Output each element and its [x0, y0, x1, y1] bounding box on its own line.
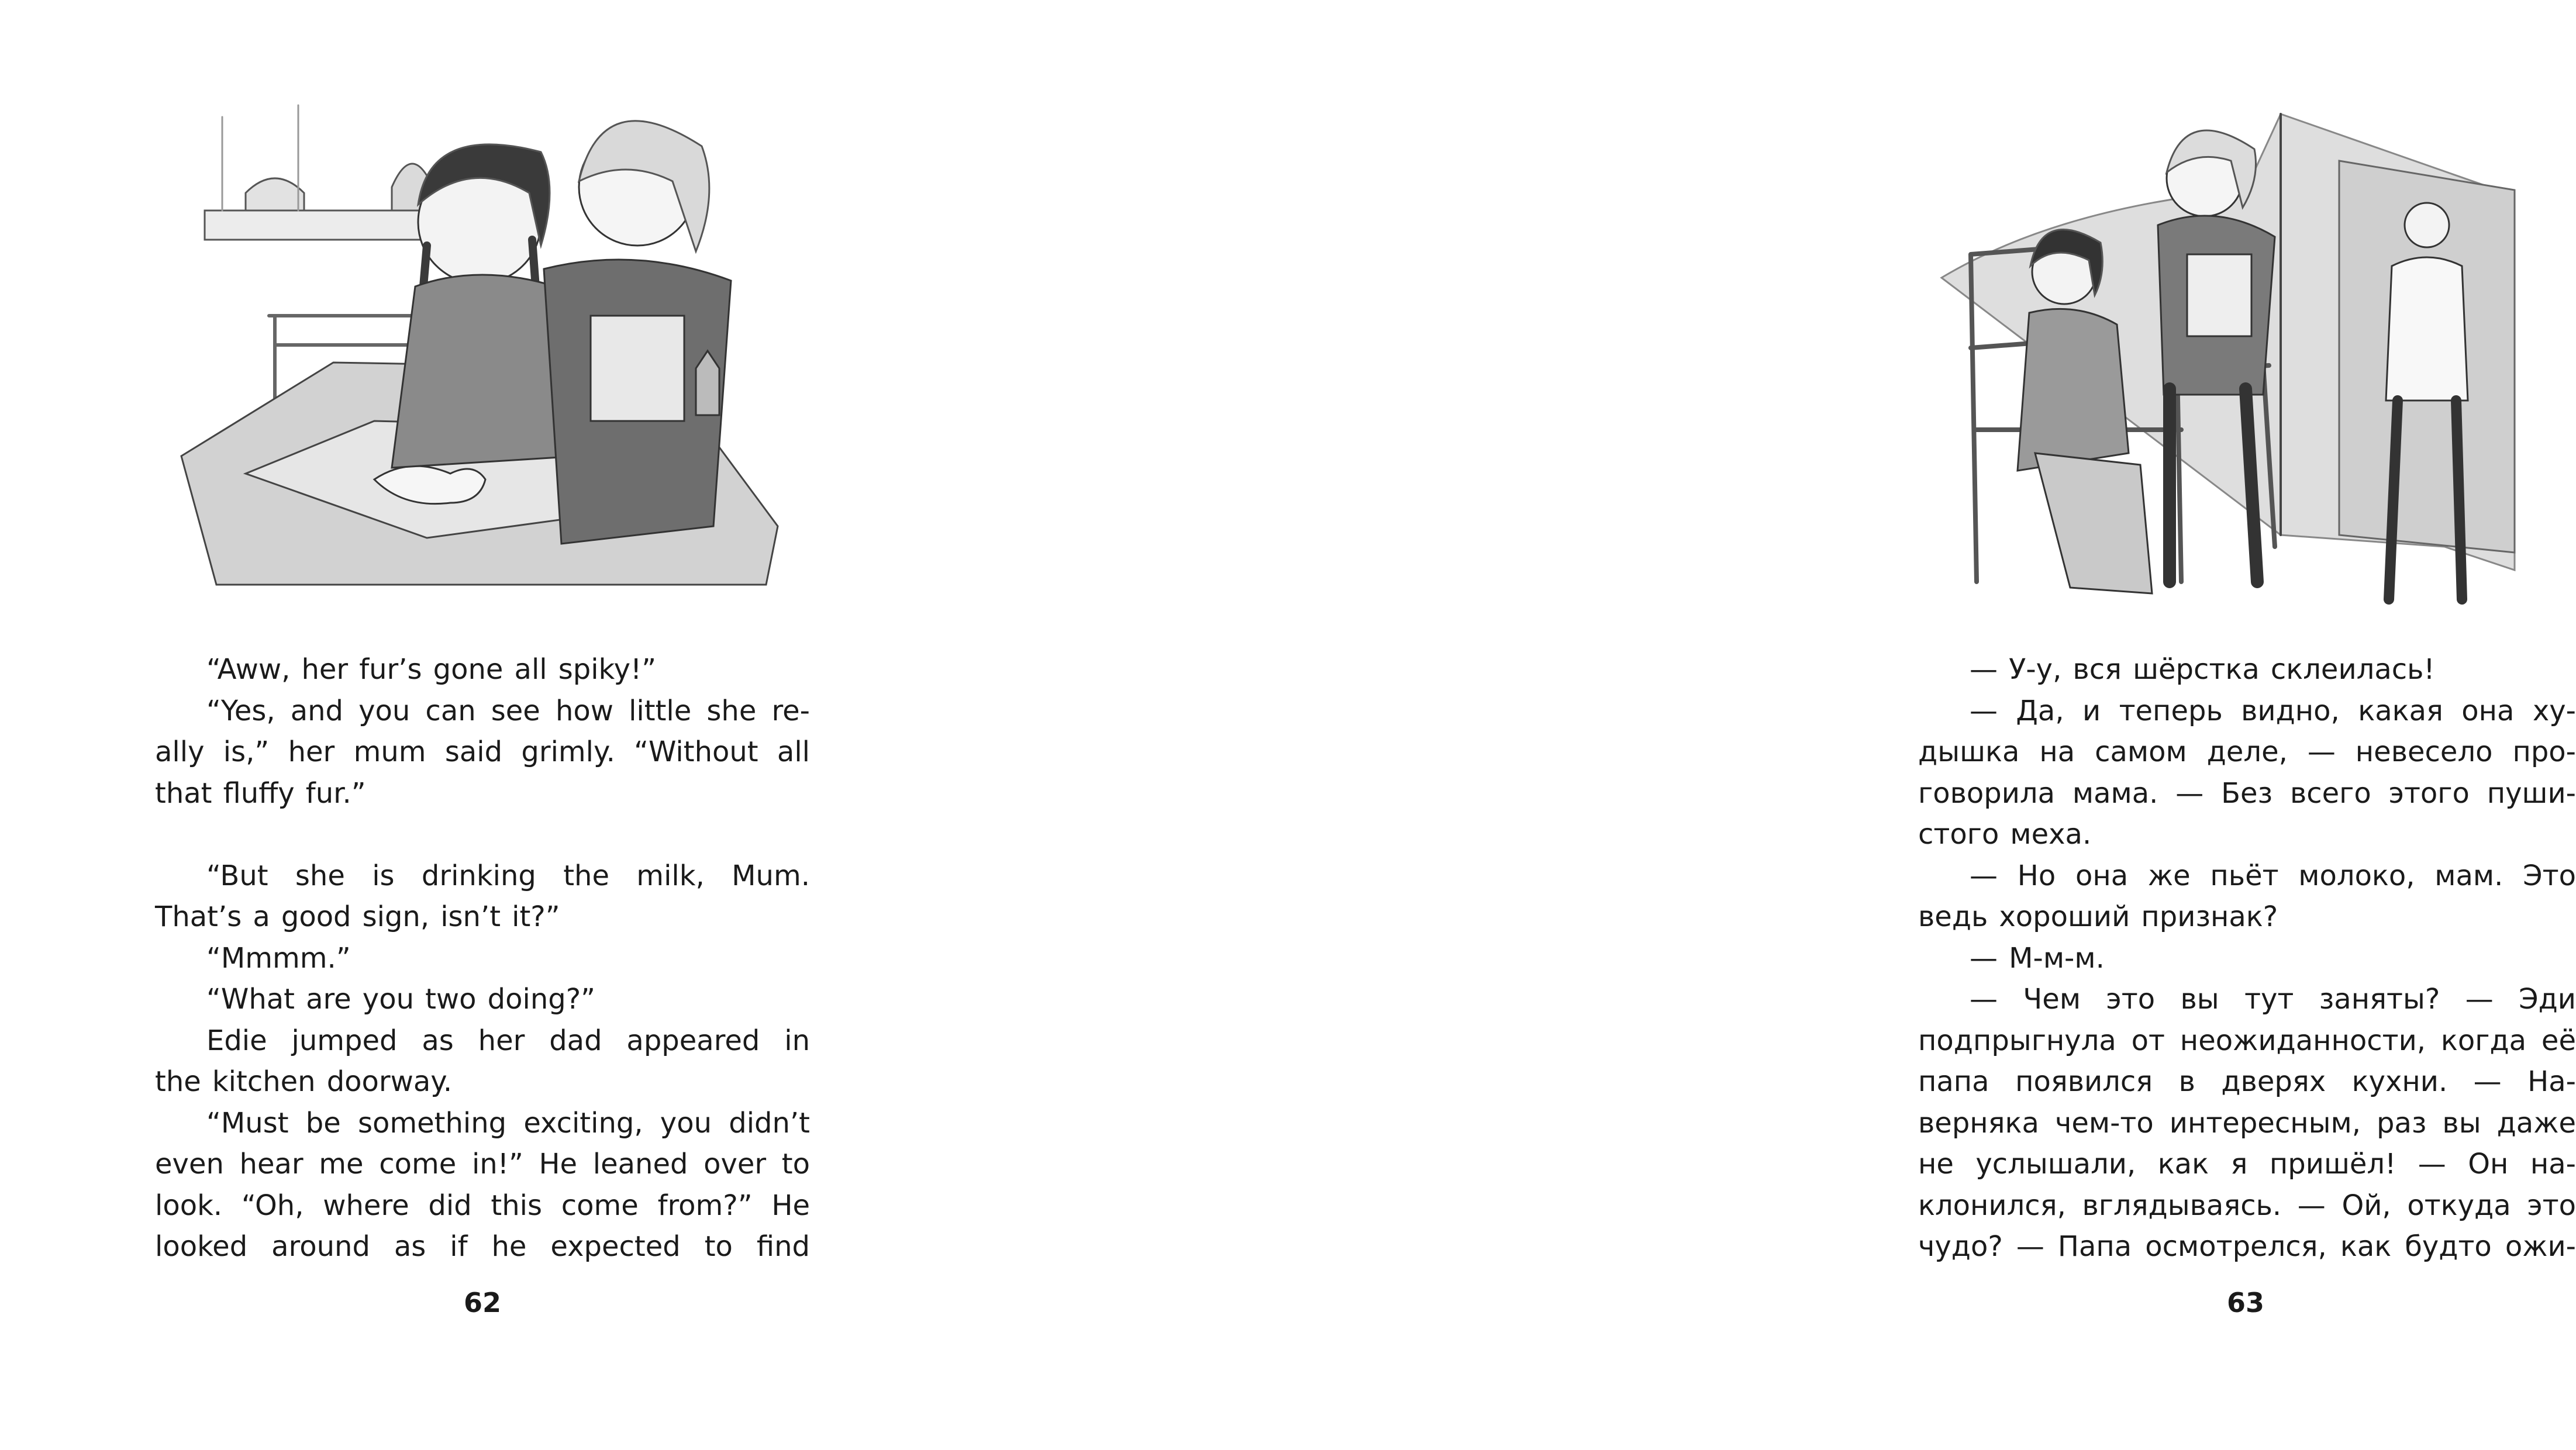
text-line: клонился, вглядываясь. — Ой, откуда это — [1918, 1189, 2576, 1222]
text-line: не услышали, как я пришёл! — Он на- — [1918, 1148, 2576, 1180]
text-line: — Но она же пьёт молоко, мам. Это — [1970, 859, 2576, 892]
right-page — [898, 0, 2576, 1450]
text-line: — Да, и теперь видно, какая она ху- — [1970, 694, 2576, 727]
left-page — [0, 0, 898, 1450]
text-line: ally is,” her mum said grimly. “Without all — [155, 736, 810, 768]
page-number: 63 — [2226, 1287, 2264, 1318]
pencil-sketch-girl-mother-kitten-icon — [181, 94, 789, 585]
text-line: “Yes, and you can see how little she re- — [206, 694, 810, 727]
blank-line — [155, 814, 810, 855]
text-line: — М-м-м. — [1970, 941, 2105, 975]
right-page-text — [1918, 649, 2576, 1268]
text-line: “What are you two doing?” — [206, 983, 596, 1016]
left-page-text — [155, 649, 810, 1268]
text-line: looked around as if he expected to find — [155, 1230, 810, 1263]
text-line: ведь хороший признак? — [1918, 900, 2278, 933]
text-line: “Aww, her fur’s gone all spiky!” — [206, 653, 657, 686]
kitchen-illustration — [181, 94, 789, 585]
page-number: 62 — [463, 1287, 501, 1318]
pencil-sketch-family-doorway-icon — [1930, 102, 2520, 617]
text-line: “Must be something exciting, you didn’t — [206, 1106, 810, 1140]
text-line: even hear me come in!” He leaned over to — [155, 1148, 810, 1180]
text-line: Edie jumped as her dad appeared in — [206, 1024, 810, 1057]
text-line: — Чем это вы тут заняты? — Эди — [1970, 983, 2576, 1016]
text-line: говорила мама. — Без всего этого пуши- — [1918, 776, 2576, 810]
text-line: the kitchen doorway. — [155, 1065, 453, 1098]
text-line: верняка чем-то интересным, раз вы даже — [1918, 1106, 2576, 1140]
text-line: дышка на самом деле, — невесело про- — [1918, 736, 2576, 768]
text-line: папа появился в дверях кухни. — На- — [1918, 1065, 2576, 1098]
text-line: стого меха. — [1918, 818, 2092, 851]
text-line: — У-у, вся шёрстка склеилась! — [1970, 653, 2435, 686]
text-line: that fluffy fur.” — [155, 776, 366, 810]
text-line: подпрыгнула от неожиданности, когда её — [1918, 1024, 2576, 1057]
text-line: чудо? — Папа осмотрелся, как будто ожи- — [1918, 1230, 2576, 1263]
text-line: That’s a good sign, isn’t it?” — [155, 900, 560, 933]
text-line: “But she is drinking the milk, Mum. — [206, 859, 810, 892]
text-line: “Mmmm.” — [206, 941, 351, 975]
doorway-illustration — [1930, 102, 2520, 617]
text-line: look. “Oh, where did this come from?” He — [155, 1189, 810, 1222]
